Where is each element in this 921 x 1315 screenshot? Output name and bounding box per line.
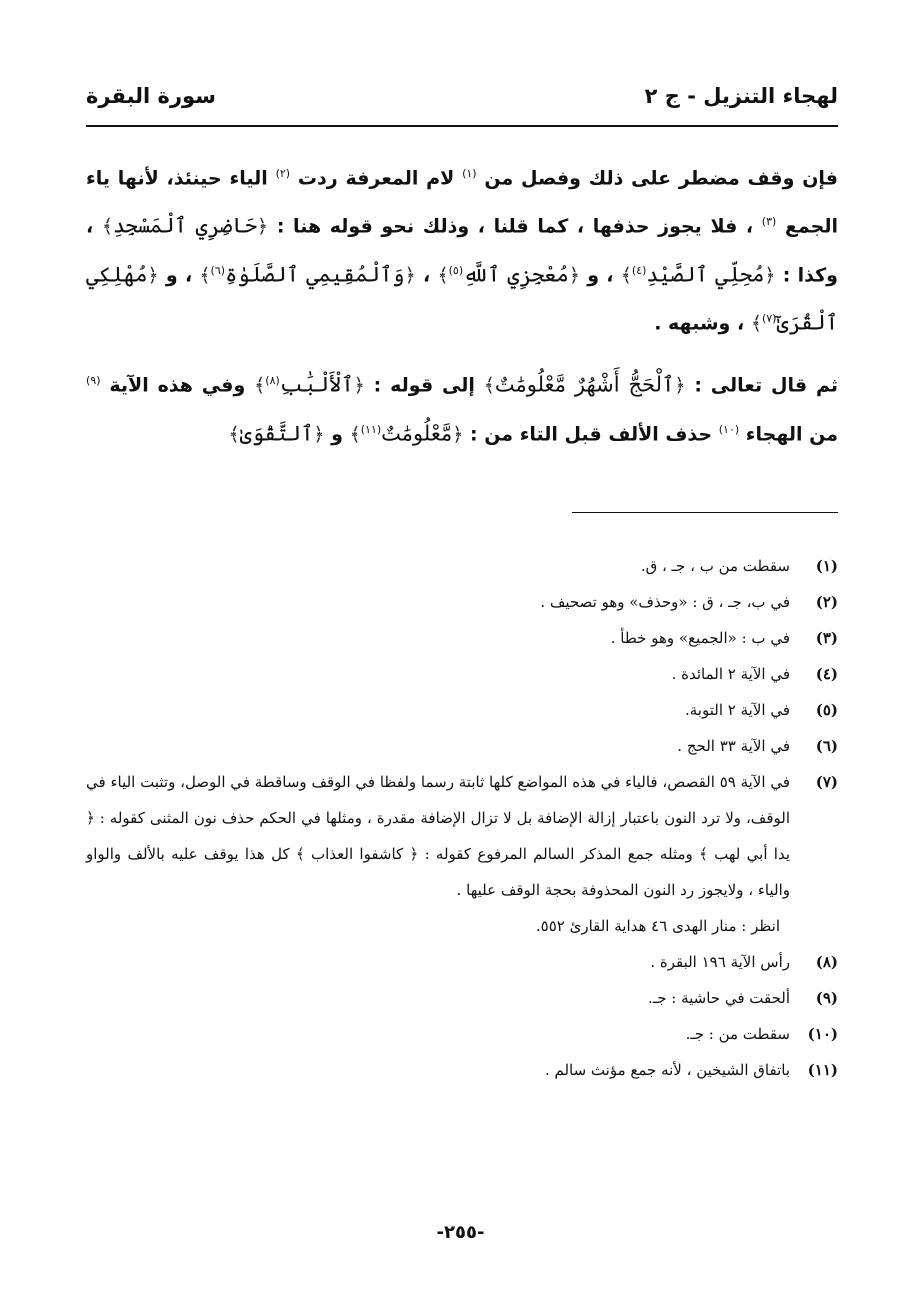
footnote-text: سقطت من ب ، جـ ، ق. <box>640 557 790 575</box>
quran-word: مُحِلِّي ٱلصَّيْدِ <box>646 261 765 286</box>
running-header <box>86 84 838 116</box>
footnote-ref: (٥) <box>448 263 464 277</box>
footnote-number: (١١) <box>807 1061 838 1079</box>
ornate-bracket-icon: ﴾ <box>437 263 449 286</box>
footnote-number: (٩) <box>815 989 838 1007</box>
footnote <box>86 1052 838 1088</box>
footnote-number: (٨) <box>815 953 838 971</box>
footnote-ref: (٤) <box>631 263 647 277</box>
ornate-bracket-icon: ﴾ <box>228 422 240 445</box>
ornate-bracket-icon: ﴾ <box>349 422 361 445</box>
footnote-number: (٧) <box>815 773 838 791</box>
footnote-text: في الآية ٢ التوبة. <box>685 701 790 719</box>
footnote-number: (١) <box>815 557 838 575</box>
ornate-bracket-icon: ﴿ <box>353 374 365 397</box>
footnote <box>86 1016 838 1052</box>
footnote-number: (١٠) <box>807 1025 838 1043</box>
ornate-bracket-icon: ﴿ <box>568 263 580 286</box>
footnote-ref: (١٠) <box>718 422 740 436</box>
footnote-number: (٦) <box>815 737 838 755</box>
footnote-text: ألحقت في حاشية : جـ. <box>648 989 790 1007</box>
footnote-ref: (٣) <box>761 215 777 229</box>
footnote-text: في ب : «الجميع» وهو خطأ . <box>610 629 790 647</box>
footnote-ref: (٦) <box>210 263 226 277</box>
footnote <box>86 548 838 584</box>
ornate-bracket-icon: ﴿ <box>313 422 325 445</box>
footnote-text: في الآية ٣٣ الحج . <box>677 737 790 755</box>
paragraph-2: ثم قال تعالى : ﴿ٱلْحَجُّ أَشْهُرٌ مَّعْلُومَٰتٌ﴾ إلى قوله : ﴿ٱلْأَلْبَٰبِ$^{(٨)}$﴾ وفي هذه الآية $^{(٩)}$ من الهجاء $^{(١٠)}$ حذف الألف قبل التاء من : ﴿مَّعْلُومَٰتٌ$^{(١١)}$﴾ و ﴿ٱلتَّقْوَىٰ﴾ <box>86 372 838 445</box>
ornate-bracket-icon: ﴾ <box>101 215 113 238</box>
footnote <box>86 944 838 980</box>
ornate-bracket-icon: ﴿ <box>404 263 416 286</box>
page-number: -٢٥٥- <box>436 1222 485 1243</box>
footnote-number: (٢) <box>815 593 838 611</box>
footnote-text: باتفاق الشيخين ، لأنه جمع مؤنث سالم . <box>544 1061 790 1079</box>
ornate-bracket-icon: ﴾ <box>620 263 632 286</box>
footnote-ref: (٢) <box>275 167 291 180</box>
footnote <box>86 728 838 764</box>
ornate-bracket-icon: ﴿ <box>257 215 269 238</box>
quran-word: حَاضِرِي ٱلْمَسْجِدِ <box>113 213 258 238</box>
paragraph-1: فإن وقف مضطر على ذلك وفصل من $^{(١)}$ لام المعرفة ردت $^{(٢)}$ الياء حينئذ، لأنها ياء الجمع $^{(٣)}$ ، فلا يجوز حذفها ، كما قلنا ، وذلك نحو قوله هنا : ﴿حَاضِرِي ٱلْمَسْجِدِ﴾ ، وكذا : ﴿مُحِلِّي ٱلصَّيْدِ$^{(٤)}$﴾ ، و ﴿مُعْجِزِي ٱللَّهِ$^{(٥)}$﴾ ، ﴿وَٱلْمُقِيمِي ٱلصَّلَوٰةِ$^{(٦)}$﴾ ، و ﴿مُهْلِكِي ٱلْقُرَىٰٓ$^{(٧)}$﴾ ، وشبهه . <box>86 167 839 335</box>
header-divider <box>86 125 838 127</box>
quran-word: ٱلْأَلْبَٰبِ <box>279 372 354 397</box>
footnote-text: في ب، جـ ، ق : «وحذف» وهو تصحيف . <box>540 593 790 611</box>
footnote <box>86 584 838 620</box>
footnote-text: في الآية ٥٩ القصص، فالياء في هذه المواضع كلها ثابتة رسما ولفظا في الوقف وساقطة في الوصل، وتثبت الياء في الوقف، ولا ترد النون باعتبار إزالة الإضافة بل لا تزال الإضافة مقدرة ، ومثلها في الحكم حذف نون المثنى كقوله : ﴿ يدا أبي لهب ﴾ ومثله جمع المذكر السالم المرفوع كقوله : ﴿ كاشفوا العذاب ﴾ كل هذا يوقف عليه بالألف والواو والياء ، ولايجوز رد النون المحذوفة بحجة الوقف عليها . <box>86 773 790 899</box>
ornate-bracket-icon: ﴿ <box>452 422 464 445</box>
quran-word: وَٱلْمُقِيمِي ٱلصَّلَوٰةِ <box>225 261 405 286</box>
footnote <box>86 692 838 728</box>
footnote-continuation <box>86 908 838 944</box>
footnote-text: سقطت من : جـ. <box>685 1025 790 1043</box>
quran-word: مُهْلِكِي ٱلْقُرَىٰٓ <box>86 261 838 335</box>
quran-word: مَّعْلُومَٰتٌ <box>381 420 453 445</box>
footnote <box>86 656 838 692</box>
footnote-number: (٥) <box>815 701 838 719</box>
footnote <box>86 980 838 1016</box>
surah-name: سورة البقرة <box>86 84 216 108</box>
footnote-number: (٤) <box>815 665 838 683</box>
book-title: لهجاء التنزيل - ج ٢ <box>644 84 838 108</box>
ornate-bracket-icon: ﴿ <box>764 263 776 286</box>
footnote <box>86 764 838 908</box>
ornate-bracket-icon: ﴾ <box>750 312 762 335</box>
quran-word: ٱلتَّقْوَىٰ <box>239 420 314 445</box>
ornate-bracket-icon: ﴾ <box>254 374 266 397</box>
footnote-divider <box>572 512 838 513</box>
quran-word: مُعْجِزِي ٱللَّهِ <box>463 261 569 286</box>
footnote-text: رأس الآية ١٩٦ البقرة . <box>650 953 790 971</box>
footnote-text: في الآية ٢ المائدة . <box>671 665 790 683</box>
footnote-number: (٣) <box>815 629 838 647</box>
footnote-ref: (٩) <box>86 374 101 388</box>
footnote-text: انظر : منار الهدى ٤٦ هداية القارئ ٥٥٢. <box>535 917 780 935</box>
main-text <box>86 152 838 456</box>
footnotes-section <box>86 548 838 1088</box>
ornate-bracket-icon: ﴿ <box>674 374 686 397</box>
ornate-bracket-icon: ﴿ <box>147 263 159 286</box>
footnote <box>86 620 838 656</box>
ornate-bracket-icon: ﴾ <box>483 374 495 397</box>
footnote-ref: (٧) <box>761 311 777 325</box>
footnote-ref: (١١) <box>360 422 382 436</box>
footnote-ref: (٨) <box>265 374 280 388</box>
footnote-ref: (١) <box>462 167 477 180</box>
ornate-bracket-icon: ﴾ <box>199 263 211 286</box>
quran-word: ٱلْحَجُّ أَشْهُرٌ مَّعْلُومَٰتٌ <box>494 372 675 397</box>
